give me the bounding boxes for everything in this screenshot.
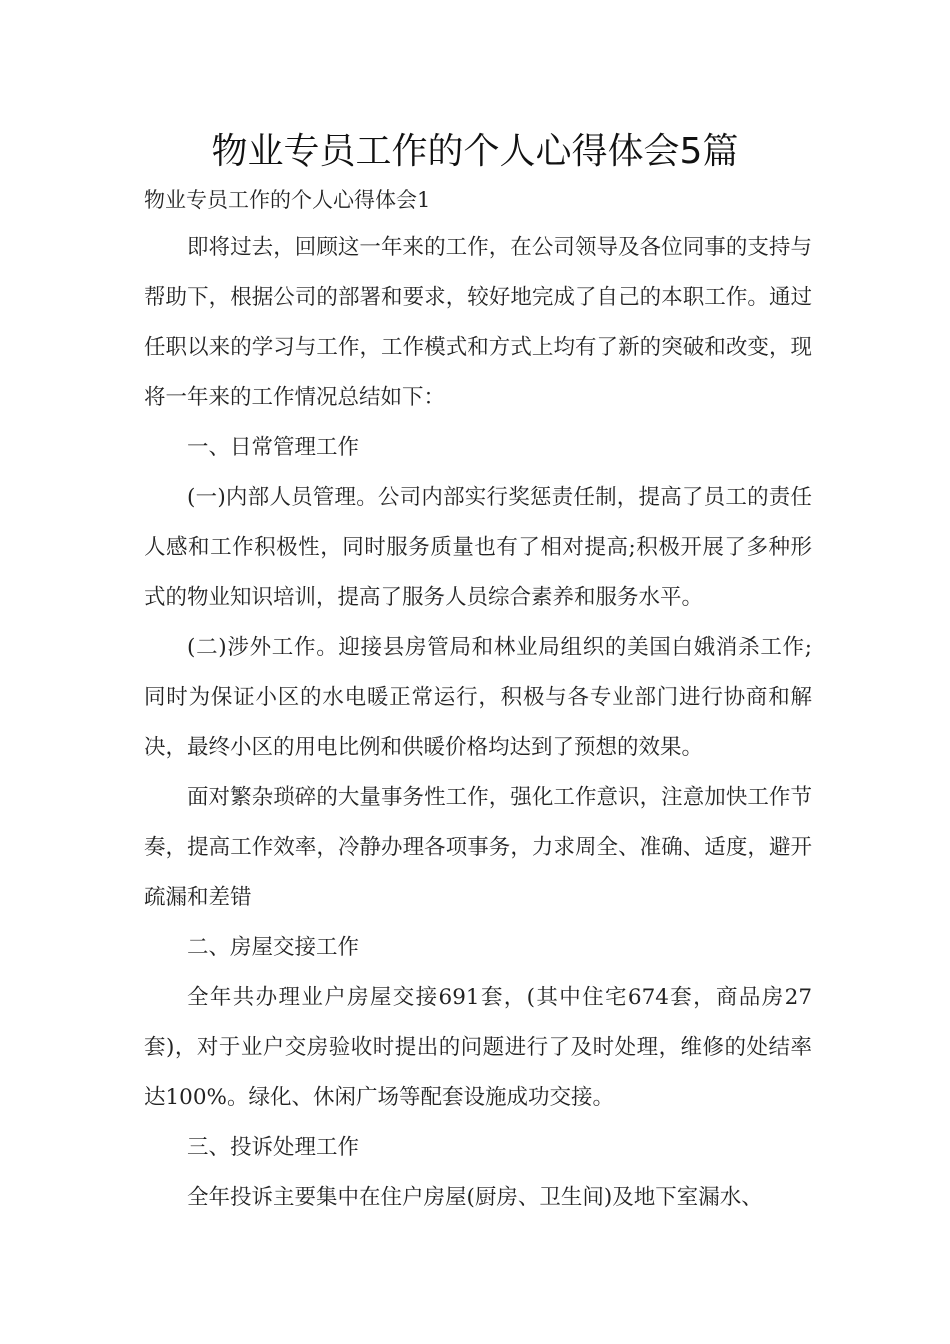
paragraph-routine-affairs: 面对繁杂琐碎的大量事务性工作，强化工作意识，注意加快工作节奏，提高工作效率，冷静办理各项事务，力求周全、准确、适度，避开疏漏和差错 [144,785,812,910]
document-title: 物业专员工作的个人心得体会5篇 [211,131,739,172]
heading-daily-management: 一、日常管理工作 [187,435,360,460]
heading-house-handover: 二、房屋交接工作 [187,935,360,960]
heading-complaints: 三、投诉处理工作 [187,1135,360,1160]
paragraph-external-work: (二)涉外工作。迎接县房管局和林业局组织的美国白娥消杀工作;同时为保证小区的水电暖正常运行，积极与各专业部门进行协商和解决，最终小区的用电比例和供暖价格均达到了预想的效果。 [144,635,812,760]
paragraph-complaints: 全年投诉主要集中在住户房屋(厨房、卫生间)及地下室漏水、 [187,1185,763,1210]
paragraph-internal-staff: (一)内部人员管理。公司内部实行奖惩责任制，提高了员工的责任人感和工作积极性，同时服务质量也有了相对提高;积极开展了多种形式的物业知识培训，提高了服务人员综合素养和服务水平。 [144,485,812,610]
paragraph-intro: 即将过去，回顾这一年来的工作，在公司领导及各位同事的支持与帮助下，根据公司的部署和要求，较好地完成了自己的本职工作。通过任职以来的学习与工作，工作模式和方式上均有了新的突破和改变，现将一年来的工作情况总结如下： [144,235,812,410]
document-body [144,223,812,1223]
section-heading: 物业专员工作的个人心得体会1 [144,188,431,212]
paragraph-house-handover: 全年共办理业户房屋交接691套，(其中住宅674套，商品房27套)，对于业户交房验收时提出的问题进行了及时处理，维修的处结率达100%。绿化、休闲广场等配套设施成功交接。 [144,985,812,1110]
